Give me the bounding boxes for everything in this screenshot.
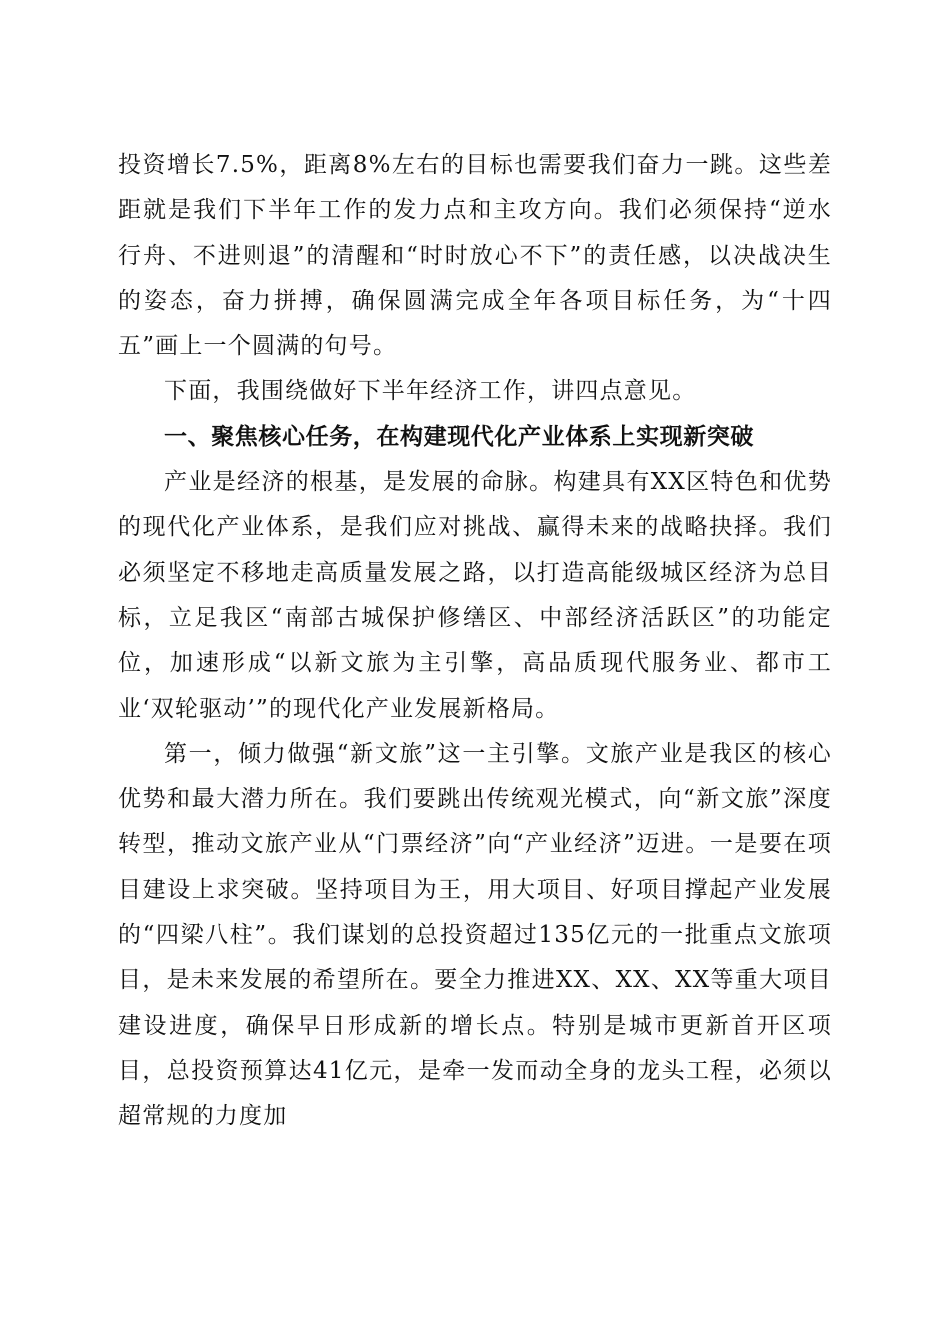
paragraph-four-opinions-intro: 下面，我围绕做好下半年经济工作，讲四点意见。 [164, 378, 697, 405]
paragraph-continued-investment-gap: 投资增长7.5%，距离8%左右的目标也需要我们奋力一跳。这些差距就是我们下半年工作的发力点和主攻方向。我们必须保持“逆水行舟、不进则退”的清醒和“时时放心不下”的责任感，以决战决生的姿态，奋力拼搏，确保圆满完成全年各项目标任务，为“十四五”画上一个圆满的句号。 [118, 152, 832, 360]
paragraph-new-cultural-tourism: 第一，倾力做强“新文旅”这一主引擎。文旅产业是我区的核心优势和最大潜力所在。我们要跳出传统观光模式，向“新文旅”深度转型，推动文旅产业从“门票经济”向“产业经济”迈进。一是要在项目建设上求突破。坚持项目为王，用大项目、好项目撑起产业发展的“四梁八柱”。我们谋划的总投资超过135亿元的一批重点文旅项目，是未来发展的希望所在。要全力推进XX、XX、XX等重大项目建设进度，确保早日形成新的增长点。特别是城市更新首开区项目，总投资预算达41亿元，是牵一发而动全身的龙头工程，必须以超常规的力度加 [118, 740, 832, 1130]
section-heading-one: 一、聚焦核心任务，在构建现代化产业体系上实现新突破 [164, 423, 754, 450]
paragraph-industry-foundation: 产业是经济的根基，是发展的命脉。构建具有XX区特色和优势的现代化产业体系，是我们应对挑战、赢得未来的战略抉择。我们必须坚定不移地走高质量发展之路，以打造高能级城区经济为总目标，立足我区“南部古城保护修缮区、中部经济活跃区”的功能定位，加速形成“以新文旅为主引擎，高品质现代服务业、都市工业‘双轮驱动’”的现代化产业发展新格局。 [118, 469, 832, 722]
document-body [118, 143, 832, 1140]
